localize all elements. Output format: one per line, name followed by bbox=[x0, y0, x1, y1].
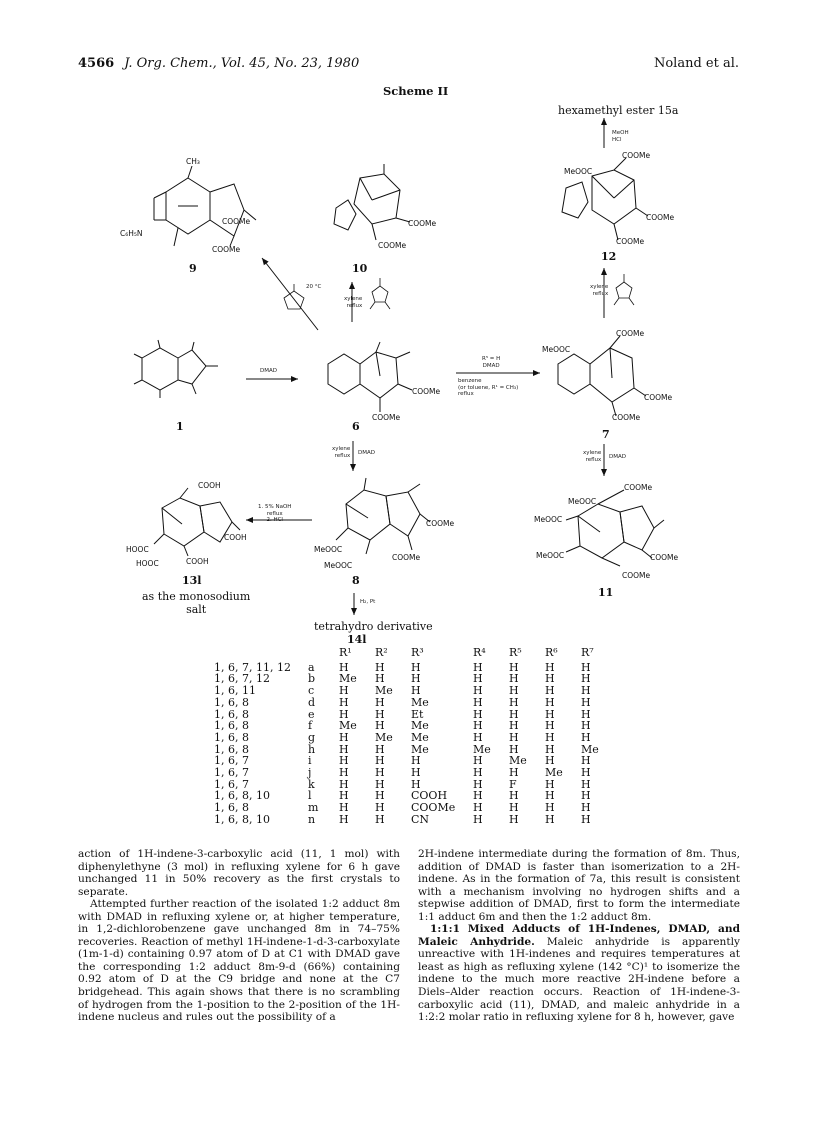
coome-label-7c: COOMe bbox=[612, 413, 641, 422]
table-cell: g bbox=[308, 730, 316, 744]
table-header-cell bbox=[214, 647, 308, 662]
reagent-xylene-6-8: xylene reflux bbox=[332, 446, 351, 459]
right-paragraph-2 bbox=[418, 923, 740, 1023]
coome-label-12a: COOMe bbox=[622, 151, 651, 160]
table-row bbox=[214, 720, 601, 732]
journal-citation: J. Org. Chem., Vol. 45, No. 23, 1980 bbox=[124, 56, 360, 71]
meooc-label-7: MeOOC bbox=[542, 345, 571, 354]
table-cell: H bbox=[339, 707, 349, 721]
table-row bbox=[214, 673, 601, 685]
coome-label-9b: COOMe bbox=[212, 245, 241, 254]
c6h5n-label: C₆H₅N bbox=[120, 229, 143, 238]
section-heading: 1:1:1 Mixed Adducts of 1H-Indenes, DMAD, and Maleic Anhydride. bbox=[418, 923, 740, 948]
table-header-cell: R⁷ bbox=[581, 646, 594, 659]
table-cell: 1, 6, 7 bbox=[214, 777, 249, 791]
table-cell: H bbox=[545, 801, 555, 815]
table-cell: H bbox=[545, 789, 555, 803]
cooh-label-13a: COOH bbox=[198, 481, 221, 490]
structure-1 bbox=[120, 336, 230, 420]
table-cell: H bbox=[375, 812, 385, 826]
coome-label-7a: COOMe bbox=[616, 329, 645, 338]
table-cell: H bbox=[545, 672, 555, 686]
body-column-right bbox=[418, 848, 740, 1024]
table-cell: H bbox=[339, 730, 349, 744]
table-header-cell bbox=[308, 647, 339, 662]
table-cell: H bbox=[509, 684, 519, 698]
table-cell: Me bbox=[545, 766, 563, 780]
table-cell: 1, 6, 8 bbox=[214, 695, 249, 709]
table-cell: H bbox=[473, 777, 483, 791]
table-cell: H bbox=[375, 801, 385, 815]
table-header-row bbox=[214, 647, 601, 662]
table-cell: Me bbox=[339, 672, 357, 686]
structure-8 bbox=[316, 474, 456, 584]
table-cell: m bbox=[308, 801, 319, 815]
table-cell: H bbox=[473, 766, 483, 780]
reagent-h2-pt: H₂, Pt bbox=[360, 599, 376, 605]
table-cell: H bbox=[411, 660, 421, 674]
compound-9-label: 9 bbox=[189, 262, 197, 275]
left-paragraph-2: Attempted further reaction of the isolated 1:2 adduct 8m with DMAD in refluxing xylene or, at higher temperature, in 1,2-dichlorobenzene gave unchanged 8m in 74–75% recoveries. Reaction of methyl 1H-indene-1-d-3-carboxylate (1m-1-d) containing 0.97 atom of D at C1 with DMAD gave the corresponding 1:2 adduct 8m-9-d (66%) containing 0.92 atom of D at the C9 bridge and none at the C7 bridgehead. This again shows that there is no scrambling of hydrogen from the 1-position to the 2-position of the 1H-indene nucleus and rules out the possibility of a bbox=[78, 898, 400, 1024]
table-cell: H bbox=[473, 684, 483, 698]
compound-12-label: 12 bbox=[601, 250, 617, 263]
table-cell: H bbox=[545, 719, 555, 733]
table-cell: 1, 6, 8 bbox=[214, 719, 249, 733]
table-cell: Me bbox=[509, 754, 527, 768]
structure-7 bbox=[542, 326, 678, 430]
table-cell: H bbox=[339, 695, 349, 709]
table-cell: H bbox=[545, 660, 555, 674]
compound-7-label: 7 bbox=[602, 428, 610, 441]
table-cell: i bbox=[308, 754, 312, 768]
reagent-xylene-7-11: xylene reflux bbox=[583, 450, 602, 463]
table-cell: H bbox=[411, 672, 421, 686]
table-cell: H bbox=[545, 730, 555, 744]
meooc-label-11c: MeOOC bbox=[536, 551, 565, 560]
coome-label-6b: COOMe bbox=[372, 413, 401, 422]
meooc-label-8a: MeOOC bbox=[314, 545, 343, 554]
compound-8-label: 8 bbox=[352, 574, 360, 587]
table-cell: H bbox=[375, 660, 385, 674]
table-cell: H bbox=[411, 684, 421, 698]
coome-label-12c: COOMe bbox=[616, 237, 645, 246]
table-row bbox=[214, 709, 601, 721]
table-cell: Me bbox=[473, 742, 491, 756]
table-cell: H bbox=[581, 695, 591, 709]
table-row bbox=[214, 744, 601, 756]
hexamethyl-ester-label: hexamethyl ester 15a bbox=[558, 104, 679, 117]
structure-13l bbox=[126, 481, 252, 578]
table-cell: f bbox=[308, 719, 313, 733]
table-cell: a bbox=[308, 660, 315, 674]
table-header-cell: R² bbox=[375, 646, 388, 659]
table-cell: Me bbox=[411, 742, 429, 756]
table-row bbox=[214, 814, 601, 826]
table-cell: H bbox=[581, 730, 591, 744]
maleic-anhydride-10 bbox=[370, 278, 390, 309]
table-cell: H bbox=[473, 801, 483, 815]
table-cell: H bbox=[375, 789, 385, 803]
table-row bbox=[214, 790, 601, 802]
table-cell: Et bbox=[411, 707, 424, 721]
table-cell: Me bbox=[375, 684, 393, 698]
table-cell: Me bbox=[411, 695, 429, 709]
table-cell: H bbox=[473, 812, 483, 826]
reagent-dmad-1-6: DMAD bbox=[260, 368, 277, 374]
coome-label-6a: COOMe bbox=[412, 387, 441, 396]
meooc-label-11b: MeOOC bbox=[534, 515, 563, 524]
table-cell: H bbox=[509, 801, 519, 815]
compound-14l-label: 14l bbox=[347, 633, 367, 646]
table-cell: Me bbox=[375, 730, 393, 744]
structure-12 bbox=[552, 150, 682, 254]
coome-label-10a: COOMe bbox=[408, 219, 437, 228]
compound-1-label: 1 bbox=[176, 420, 184, 433]
meooc-label-11a: MeOOC bbox=[568, 497, 597, 506]
table-cell: H bbox=[375, 777, 385, 791]
table-cell: H bbox=[375, 707, 385, 721]
table-row bbox=[214, 685, 601, 697]
reagent-benzene-reflux: benzene (or toluene, R¹ = CH₃) reflux bbox=[458, 378, 519, 397]
compound-6-label: 6 bbox=[352, 420, 360, 433]
table-cell: H bbox=[581, 660, 591, 674]
table-cell: d bbox=[308, 695, 316, 709]
left-paragraph-1: action of 1H-indene-3-carboxylic acid (11, 1 mol) with diphenylethyne (3 mol) in refluxing xylene for 6 h gave unchanged 11 in 50% recovery as the first crystals to separate. bbox=[78, 848, 400, 898]
table-cell: H bbox=[545, 695, 555, 709]
table-cell: 1, 6, 7 bbox=[214, 766, 249, 780]
table-row bbox=[214, 755, 601, 767]
table-cell: H bbox=[509, 672, 519, 686]
page-number: 4566 bbox=[78, 56, 115, 71]
table-cell: H bbox=[411, 766, 421, 780]
table-cell: j bbox=[308, 766, 312, 780]
structure-10 bbox=[326, 160, 436, 259]
table-cell: 1, 6, 7, 11, 12 bbox=[214, 660, 291, 674]
table-cell: H bbox=[545, 754, 555, 768]
table-cell: COOH bbox=[411, 789, 448, 803]
reagent-xylene-reflux-12: xylene reflux bbox=[590, 284, 609, 297]
table-cell: l bbox=[308, 789, 312, 803]
table-cell: H bbox=[545, 742, 555, 756]
substituent-table bbox=[214, 647, 601, 826]
table-cell: H bbox=[375, 742, 385, 756]
table-cell: H bbox=[509, 812, 519, 826]
monosodium-salt-label: as the monosodium salt bbox=[142, 590, 251, 616]
ptad-reagent bbox=[284, 284, 304, 309]
right-paragraph-2-text: Maleic anhydride is apparently unreactive with 1H-indenes and requires temperatures at least as high as refluxing xylene (142 °C)¹ to isomerize the indene to the much more reactive 2H-indene before a Diels–Alder reaction occurs. Reaction of 1H-indene-3-carboxylic acid (11), DMAD, and maleic anhydride in a 1:2:2 molar ratio in refluxing xylene for 8 h, however, gave bbox=[418, 935, 741, 1024]
table-row bbox=[214, 697, 601, 709]
table-header-cell: R⁴ bbox=[473, 646, 486, 659]
tetrahydro-label: tetrahydro derivative bbox=[314, 620, 433, 633]
table-cell: H bbox=[581, 707, 591, 721]
table-cell: H bbox=[581, 812, 591, 826]
table-header-cell: R⁵ bbox=[509, 646, 522, 659]
right-paragraph-1: 2H-indene intermediate during the formation of 8m. Thus, addition of DMAD is faster than isomerization to a 2H-indene. As in the formation of 7a, this result is consistent with a mechanism involving no hydrogen shifts and a stepwise addition of DMAD, first to form the intermediate 1:1 adduct 6m and then the 1:2 adduct 8m. bbox=[418, 848, 740, 923]
table-cell: 1, 6, 8 bbox=[214, 801, 249, 815]
table-cell: 1, 6, 8, 10 bbox=[214, 812, 270, 826]
table-cell: H bbox=[545, 777, 555, 791]
reagent-dmad-7-11: DMAD bbox=[609, 454, 626, 460]
table-cell: H bbox=[581, 777, 591, 791]
table-cell: H bbox=[509, 789, 519, 803]
table-cell: H bbox=[375, 766, 385, 780]
table-cell: H bbox=[339, 766, 349, 780]
table-cell: H bbox=[473, 730, 483, 744]
table-cell: F bbox=[509, 777, 517, 791]
table-cell: H bbox=[581, 672, 591, 686]
reagent-20c: 20 °C bbox=[306, 284, 322, 290]
table-cell: H bbox=[581, 684, 591, 698]
table-cell: 1, 6, 8 bbox=[214, 730, 249, 744]
table-row bbox=[214, 779, 601, 791]
table-header-cell: R⁶ bbox=[545, 646, 558, 659]
table-cell: H bbox=[411, 777, 421, 791]
table-cell: 1, 6, 7 bbox=[214, 754, 249, 768]
table-cell: 1, 6, 7, 12 bbox=[214, 672, 270, 686]
table-cell: H bbox=[375, 672, 385, 686]
coome-label-7b: COOMe bbox=[644, 393, 673, 402]
table-cell: Me bbox=[581, 742, 599, 756]
table-cell: H bbox=[473, 754, 483, 768]
cooh-label-13b: COOH bbox=[224, 533, 247, 542]
table-cell: n bbox=[308, 812, 316, 826]
table-cell: H bbox=[339, 684, 349, 698]
meooc-label-12: MeOOC bbox=[564, 167, 593, 176]
table-cell: H bbox=[581, 789, 591, 803]
compound-11-label: 11 bbox=[598, 586, 614, 599]
table-cell: H bbox=[509, 660, 519, 674]
structure-6 bbox=[318, 334, 448, 428]
table-cell: H bbox=[509, 719, 519, 733]
table-cell: Me bbox=[339, 719, 357, 733]
table-cell: H bbox=[375, 695, 385, 709]
table-cell: 1, 6, 8, 10 bbox=[214, 789, 270, 803]
table-cell: H bbox=[581, 719, 591, 733]
structure-11 bbox=[528, 480, 678, 594]
table-cell: H bbox=[339, 789, 349, 803]
compound-10-label: 10 bbox=[352, 262, 368, 275]
table-row bbox=[214, 767, 601, 779]
reagent-meoh-hcl: MeOH HCl bbox=[612, 130, 629, 143]
table-row bbox=[214, 802, 601, 814]
table-cell: H bbox=[411, 754, 421, 768]
table-cell: H bbox=[509, 742, 519, 756]
structure-9 bbox=[120, 157, 258, 262]
table-cell: H bbox=[339, 742, 349, 756]
table-cell: H bbox=[473, 719, 483, 733]
table-cell: H bbox=[581, 766, 591, 780]
table-cell: Me bbox=[411, 730, 429, 744]
table-cell: H bbox=[375, 754, 385, 768]
table-cell: H bbox=[509, 707, 519, 721]
table-cell: CN bbox=[411, 812, 430, 826]
table-cell: H bbox=[509, 766, 519, 780]
maleic-anhydride-12 bbox=[614, 274, 634, 305]
body-column-left bbox=[78, 848, 400, 1024]
table-cell: H bbox=[339, 801, 349, 815]
reagent-r5h-dmad: R⁵ = H DMAD bbox=[482, 356, 501, 369]
coome-label-8a: COOMe bbox=[426, 519, 455, 528]
table-header-cell: R¹ bbox=[339, 646, 352, 659]
coome-label-11b: COOMe bbox=[650, 553, 679, 562]
table-cell: 1, 6, 8 bbox=[214, 742, 249, 756]
table-cell: H bbox=[545, 684, 555, 698]
coome-label-8b: COOMe bbox=[392, 553, 421, 562]
hooc-label-13a: HOOC bbox=[126, 545, 149, 554]
table-cell: H bbox=[581, 754, 591, 768]
table-cell: H bbox=[509, 730, 519, 744]
table-cell: H bbox=[339, 660, 349, 674]
ch3-label: CH₃ bbox=[186, 157, 200, 166]
hooc-label-13b: HOOC bbox=[136, 559, 159, 568]
table-cell: 1, 6, 11 bbox=[214, 684, 256, 698]
table-cell: H bbox=[339, 754, 349, 768]
table-cell: H bbox=[473, 672, 483, 686]
table-cell: H bbox=[375, 719, 385, 733]
scheme-title: Scheme II bbox=[383, 84, 449, 98]
compound-13l-label: 13l bbox=[182, 574, 202, 587]
table-cell: e bbox=[308, 707, 315, 721]
table-cell: H bbox=[545, 812, 555, 826]
table-cell: H bbox=[509, 695, 519, 709]
reagent-naoh-hcl: 1. 5% NaOH reflux 2. HCl bbox=[258, 504, 292, 523]
table-cell: COOMe bbox=[411, 801, 456, 815]
meooc-label-8b: MeOOC bbox=[324, 561, 353, 570]
table-cell: H bbox=[545, 707, 555, 721]
table-cell: H bbox=[473, 695, 483, 709]
table-cell: k bbox=[308, 777, 315, 791]
table-header-cell: R³ bbox=[411, 646, 424, 659]
cooh-label-13c: COOH bbox=[186, 557, 209, 566]
table-cell: H bbox=[339, 777, 349, 791]
coome-label-11a: COOMe bbox=[624, 483, 653, 492]
table-cell: H bbox=[339, 812, 349, 826]
coome-label-11c: COOMe bbox=[622, 571, 651, 580]
coome-label-12b: COOMe bbox=[646, 213, 675, 222]
table-cell: b bbox=[308, 672, 316, 686]
coome-label-9a: COOMe bbox=[222, 217, 251, 226]
table-cell: H bbox=[473, 707, 483, 721]
table-cell: Me bbox=[411, 719, 429, 733]
table-row bbox=[214, 732, 601, 744]
coome-label-10b: COOMe bbox=[378, 241, 407, 250]
running-header-authors: Noland et al. bbox=[653, 56, 739, 71]
reagent-xylene-reflux-10: xylene reflux bbox=[344, 296, 363, 309]
table-cell: c bbox=[308, 684, 315, 698]
table-cell: H bbox=[473, 789, 483, 803]
table-row bbox=[214, 662, 601, 674]
table-cell: 1, 6, 8 bbox=[214, 707, 249, 721]
reagent-dmad-6-8: DMAD bbox=[358, 450, 375, 456]
table-cell: H bbox=[473, 660, 483, 674]
table-cell: h bbox=[308, 742, 316, 756]
table-cell: H bbox=[581, 801, 591, 815]
